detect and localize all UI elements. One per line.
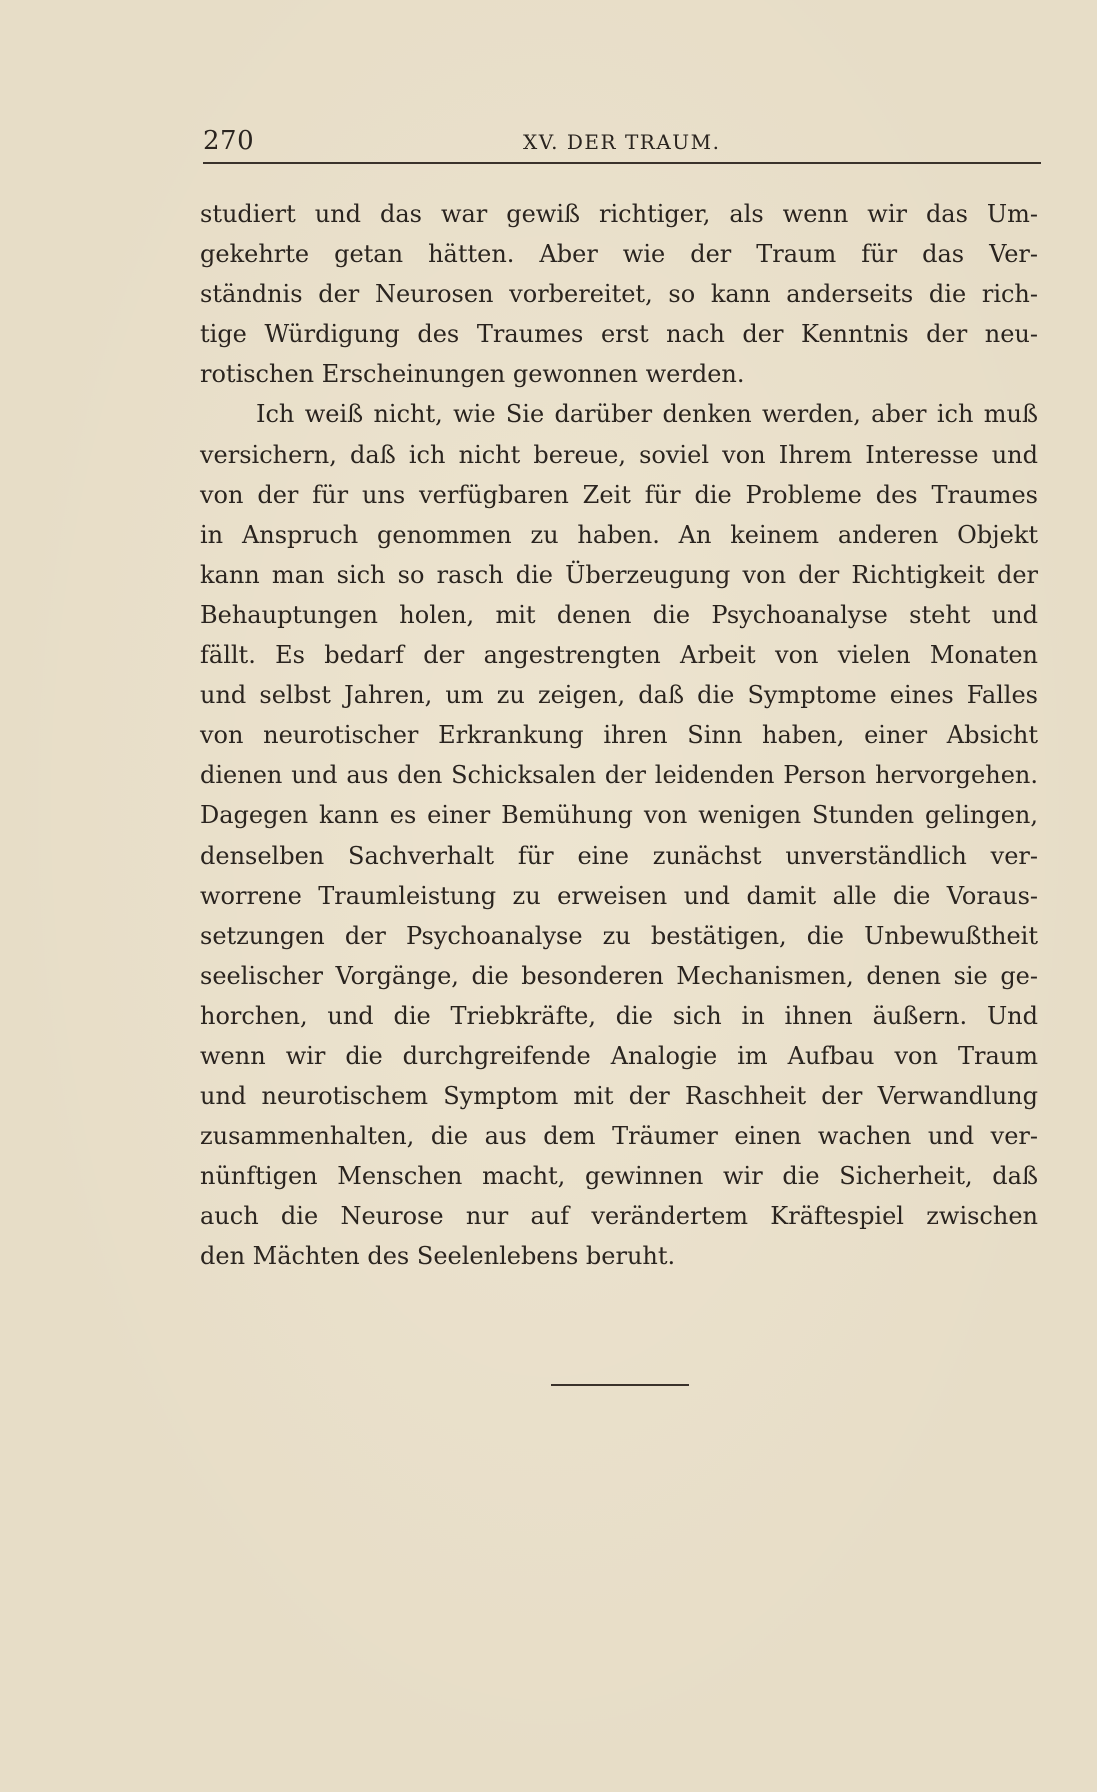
text-line: von neurotischer Erkrankung ihren Sinn haben, einer Absicht <box>200 721 1038 750</box>
running-title: XV. DER TRAUM. <box>523 130 721 154</box>
text-line: kann man sich so rasch die Überzeugung von der Richtigkeit der <box>200 560 1038 589</box>
text-line: versichern, daß ich nicht bereue, soviel von Ihrem Interesse und <box>200 440 1038 469</box>
text-line: Behauptungen holen, mit denen die Psychoanalyse steht und <box>200 600 1038 629</box>
text-line: nünftigen Menschen macht, gewinnen wir die Sicherheit, daß <box>200 1162 1038 1191</box>
text-line: gekehrte getan hätten. Aber wie der Traum für das Ver- <box>200 240 1038 269</box>
text-line: rotischen Erscheinungen gewonnen werden. <box>200 360 745 389</box>
text-line: Dagegen kann es einer Bemühung von wenigen Stunden gelingen, <box>200 801 1038 830</box>
body-text <box>200 194 1038 1277</box>
text-line: zusammenhalten, die aus dem Träumer einen wachen und ver- <box>200 1122 1038 1151</box>
header-rule <box>203 162 1041 164</box>
text-line: horchen, und die Triebkräfte, die sich in ihnen äußern. Und <box>200 1001 1038 1030</box>
text-line: tige Würdigung des Traumes erst nach der Kenntnis der neu- <box>200 320 1038 349</box>
text-line: fällt. Es bedarf der angestrengten Arbeit von vielen Monaten <box>200 641 1038 670</box>
text-line: setzungen der Psychoanalyse zu bestätigen, die Unbewußtheit <box>200 921 1038 950</box>
text-line: denselben Sachverhalt für eine zunächst unverständlich ver- <box>200 841 1038 870</box>
text-line: worrene Traumleistung zu erweisen und damit alle die Voraus- <box>200 881 1038 910</box>
text-line: seelischer Vorgänge, die besonderen Mechanismen, denen sie ge- <box>200 961 1038 990</box>
text-line: dienen und aus den Schicksalen der leidenden Person hervorgehen. <box>200 761 1038 790</box>
text-line: den Mächten des Seelenlebens beruht. <box>200 1242 676 1271</box>
text-line: von der für uns verfügbaren Zeit für die Probleme des Traumes <box>200 480 1038 509</box>
text-line: ständnis der Neurosen vorbereitet, so kann anderseits die rich- <box>200 280 1038 309</box>
page-number: 270 <box>203 126 255 156</box>
text-line: Ich weiß nicht, wie Sie darüber denken werden, aber ich muß <box>256 400 1038 429</box>
chapter-end-rule <box>551 1384 689 1386</box>
text-line: und selbst Jahren, um zu zeigen, daß die Symptome eines Falles <box>200 681 1038 710</box>
text-line: und neurotischem Symptom mit der Raschheit der Verwandlung <box>200 1082 1038 1111</box>
page-header <box>203 126 1041 162</box>
text-line: in Anspruch genommen zu haben. An keinem anderen Objekt <box>200 520 1038 549</box>
text-line: auch die Neurose nur auf verändertem Kräftespiel zwischen <box>200 1202 1038 1231</box>
text-line: wenn wir die durchgreifende Analogie im Aufbau von Traum <box>200 1041 1038 1070</box>
text-line: studiert und das war gewiß richtiger, als wenn wir das Um- <box>200 200 1038 228</box>
